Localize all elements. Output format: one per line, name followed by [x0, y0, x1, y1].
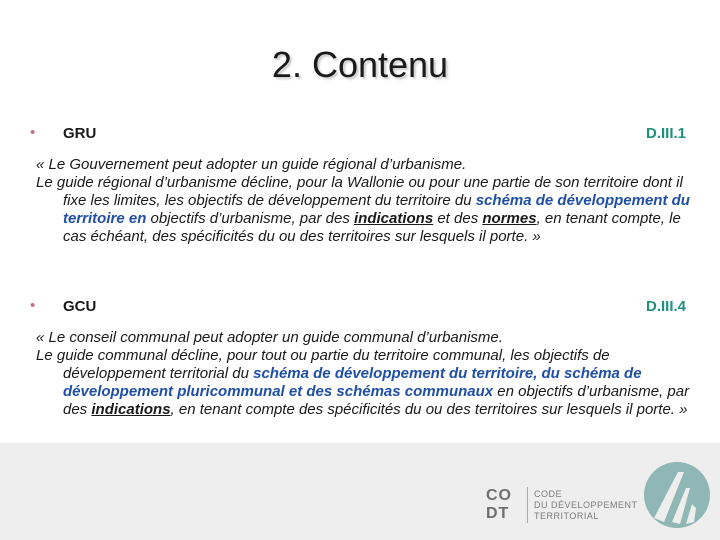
highlight-text: en — [128, 210, 147, 227]
logo-letters-bottom: DT — [486, 505, 510, 522]
logo-line-1: CODE — [534, 489, 563, 499]
body-text: Le guide régional d’urbanisme décline, pour la Wallonie ou pour une partie de son territoire dont il fixe les limites, les objectifs de développement du territoire du schéma de développement du territoire en objectifs d’urbanisme, par des indications et des normes, en tenant compte, le cas échéant, des spécificités du ou des territoires sur lesquels il porte. » — [36, 174, 690, 245]
section-text-gcu — [36, 329, 691, 419]
intro-sentence: « Le Gouvernement peut adopter un guide régional d’urbanisme. — [36, 156, 467, 173]
emblem-icon — [642, 460, 712, 530]
body-text: Le guide communal décline, pour tout ou partie du territoire communal, les objectifs de développement territorial du schéma de développement du territoire, du schéma de développement pluricommunal et des schémas communaux en objectifs d’urbanisme, par des indications, en tenant compte des spécificités du ou des territoires sur lesquels il porte. » — [36, 347, 690, 418]
section-header-gcu — [0, 297, 720, 319]
page-title: 2. Contenu — [271, 44, 449, 85]
section-label: GRU — [63, 125, 97, 142]
logo-line-3: TERRITORIAL — [534, 511, 599, 521]
section-header-gru — [0, 124, 720, 146]
footer-band — [0, 443, 720, 540]
highlight-text: schéma de développement du territoire — [63, 192, 690, 227]
bullet-icon: • — [30, 124, 36, 141]
cdt-logo — [486, 479, 646, 529]
logo-divider — [527, 487, 528, 523]
bullet-icon: • — [30, 297, 36, 314]
section-text-gru — [36, 156, 691, 246]
intro-sentence: « Le conseil communal peut adopter un guide communal d’urbanisme. — [36, 329, 503, 346]
highlight-text: schéma de développement du territoire, du schéma de développement pluricommunal et des schémas communaux — [63, 365, 642, 400]
underlined-term: indications — [353, 210, 434, 227]
logo-line-2: DU DÉVELOPPEMENT — [534, 500, 638, 510]
underlined-term: normes — [482, 210, 537, 227]
article-reference: D.III.4 — [645, 298, 686, 315]
underlined-term: indications — [91, 401, 171, 418]
logo-letters-top: CO — [486, 487, 512, 504]
section-label: GCU — [63, 298, 97, 315]
article-reference: D.III.1 — [645, 125, 686, 142]
